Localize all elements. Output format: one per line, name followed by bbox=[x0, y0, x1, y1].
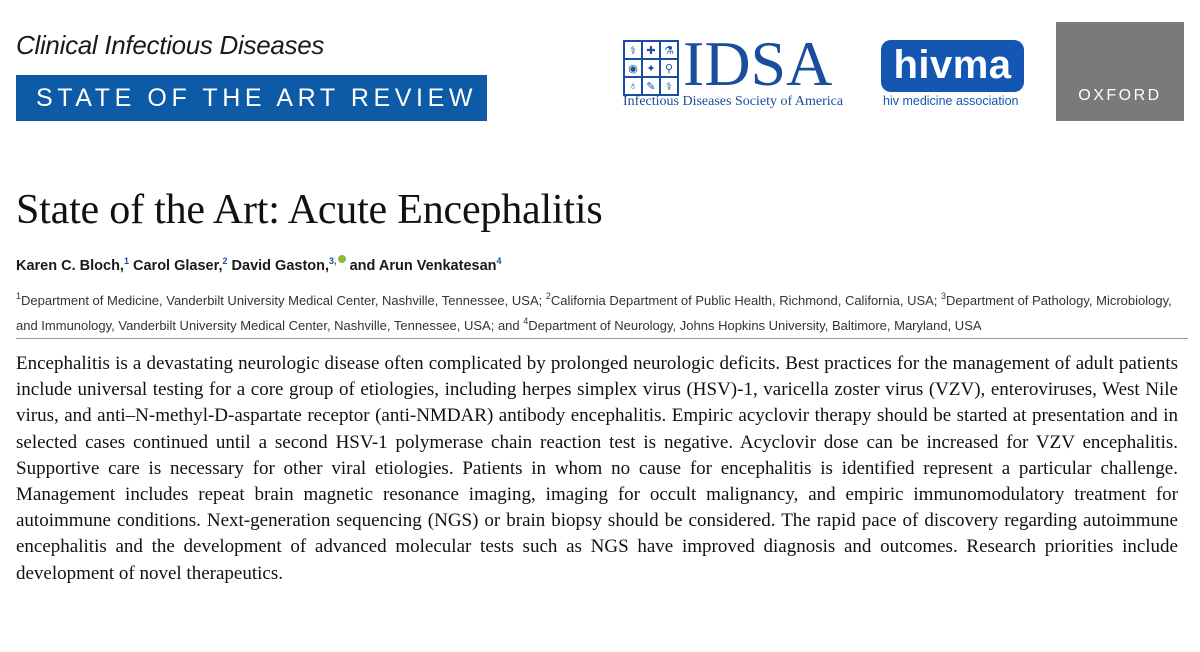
affiliation-number: 2 bbox=[545, 291, 551, 301]
affiliation-number: 3 bbox=[941, 291, 947, 301]
affiliation-number: 4 bbox=[523, 316, 529, 326]
affiliation-text: Department of Medicine, Vanderbilt University Medical Center, Nashville, Tennessee, USA; bbox=[21, 293, 546, 308]
section-divider bbox=[16, 338, 1188, 339]
author-name[interactable]: Karen C. Bloch, bbox=[16, 258, 124, 274]
hivma-logo bbox=[881, 40, 1024, 110]
oxford-logo: OXFORD bbox=[1056, 22, 1184, 121]
hivma-wordmark: hivma bbox=[881, 40, 1024, 92]
author-affiliation-ref[interactable]: 1 bbox=[123, 256, 129, 266]
affiliation-text: Department of Pathology, Microbiology, and Immunology, Vanderbilt University Medical Center, Nashville, Tennessee, USA; and bbox=[16, 293, 1172, 333]
idsa-wordmark: IDSA bbox=[683, 28, 833, 99]
affiliations bbox=[16, 286, 1188, 336]
affiliation-number: 1 bbox=[16, 291, 22, 301]
idsa-emblem-icon: ⚕ ✚ ⚗ ◉ ✦ ⚲ ♁ ✎ ⚕ bbox=[623, 40, 679, 96]
section-banner: STATE OF THE ART REVIEW bbox=[16, 75, 487, 121]
author-affiliation-ref[interactable]: 2 bbox=[222, 256, 228, 266]
abstract-text: Encephalitis is a devastating neurologic disease often complicated by prolonged neurologic deficits. Best practices for the management of adult patients include universal testing for a core group of etiologies, including herpes simplex virus (HSV)-1, varicella zoster virus (VZV), enteroviruses, West Nile virus, and anti–N-methyl-D-aspartate receptor (anti-NMDAR) antibody encephalitis. Empiric acyclovir therapy should be started at presentation and in selected cases continued until a second HSV-1 polymerase chain reaction test is negative. Acyclovir dose can be increased for VZV encephalitis. Supportive care is necessary for other viral etiologies. Patients in whom no cause for encephalitis is identified represent a particular challenge. Management includes repeat brain magnetic resonance imaging, imaging for occult malignancy, and empiric immunomodulatory treatment for autoimmune conditions. Next-generation sequencing (NGS) or brain biopsy should be considered. The rapid pace of discovery regarding autoimmune encephalitis and the development of advanced molecular tests such as NGS have improved diagnosis and outcomes. Research priorities include development of novel therapeutics. bbox=[16, 353, 1178, 584]
affiliation-text: Department of Neurology, Johns Hopkins University, Baltimore, Maryland, USA bbox=[528, 318, 982, 333]
author-affiliation-ref[interactable]: 3, bbox=[329, 256, 337, 266]
author-list bbox=[16, 255, 502, 274]
orcid-icon[interactable] bbox=[338, 255, 346, 263]
author-name[interactable]: David Gaston, bbox=[231, 258, 330, 274]
journal-name: Clinical Infectious Diseases bbox=[16, 30, 325, 60]
author-name[interactable]: Carol Glaser, bbox=[133, 258, 223, 274]
article-title: State of the Art: Acute Encephalitis bbox=[16, 187, 603, 233]
author-name[interactable]: and Arun Venkatesan bbox=[349, 258, 497, 274]
author-affiliation-ref[interactable]: 4 bbox=[496, 256, 502, 266]
idsa-tagline: Infectious Diseases Society of America bbox=[623, 94, 844, 109]
idsa-logo bbox=[623, 28, 868, 110]
hivma-tagline: hiv medicine association bbox=[883, 94, 1019, 108]
affiliation-text: California Department of Public Health, Richmond, California, USA; bbox=[550, 293, 942, 308]
